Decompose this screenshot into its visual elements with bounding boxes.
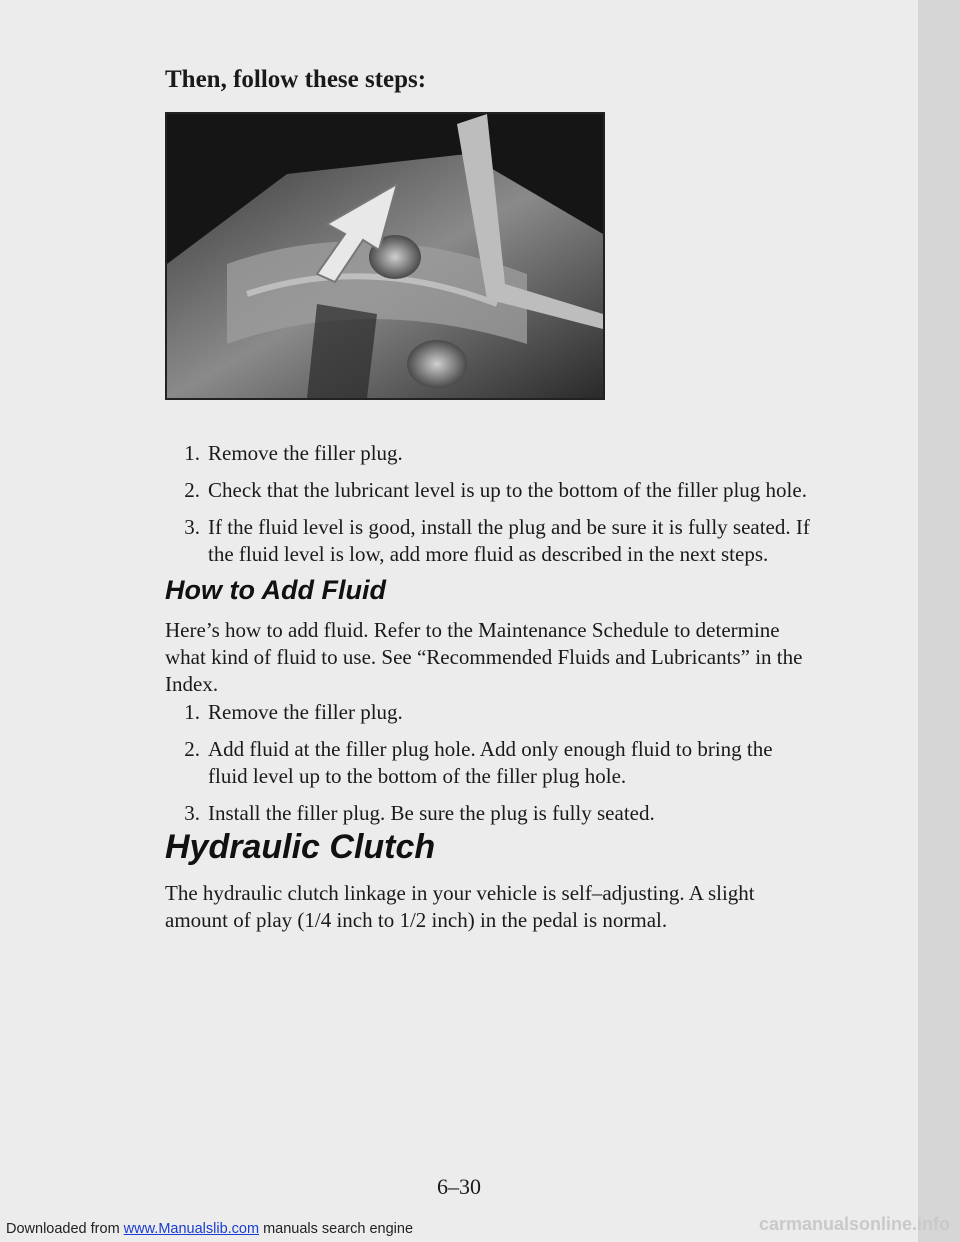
section-heading-hydraulic-clutch: Hydraulic Clutch [165, 828, 436, 866]
list-item: 1. Remove the filler plug. [184, 700, 403, 724]
intro-text: Then, follow these steps: [165, 66, 427, 93]
page-margin [918, 0, 960, 1242]
check-steps-list [184, 440, 828, 578]
transmission-filler-plug-photo [165, 112, 605, 400]
list-item: 2. Add fluid at the filler plug hole. Add only enough fluid to bring the fluid level up to the bottom of the filler plug hole. [184, 737, 773, 788]
photo-illustration [167, 114, 603, 398]
manualslib-link[interactable]: www.Manualslib.com [123, 1221, 260, 1237]
footer [0, 1208, 960, 1242]
list-item: 3. Install the filler plug. Be sure the plug is fully seated. [184, 801, 655, 825]
download-notice: Downloaded from www.Manualslib.com manuals search engine [6, 1221, 414, 1237]
watermark: carmanualsonline.info [758, 1214, 950, 1234]
list-item: 1. Remove the filler plug. [184, 441, 403, 465]
list-item: 3. If the fluid level is good, install the plug and be sure it is fully seated. If the fluid level is low, add more fluid as described in the next steps. [184, 515, 810, 566]
add-fluid-steps-list [184, 699, 808, 837]
page-number: 6–30 [437, 1174, 481, 1199]
add-fluid-paragraph: Here’s how to add fluid. Refer to the Maintenance Schedule to determine what kind of fluid to use. See “Recommended Fluids and Lubricants” in the Index. [165, 618, 803, 696]
hydraulic-clutch-paragraph: The hydraulic clutch linkage in your vehicle is self–adjusting. A slight amount of play (1/4 inch to 1/2 inch) in the pedal is normal. [165, 881, 755, 932]
section-heading-add-fluid: How to Add Fluid [165, 575, 386, 605]
list-item: 2. Check that the lubricant level is up to the bottom of the filler plug hole. [184, 478, 807, 502]
